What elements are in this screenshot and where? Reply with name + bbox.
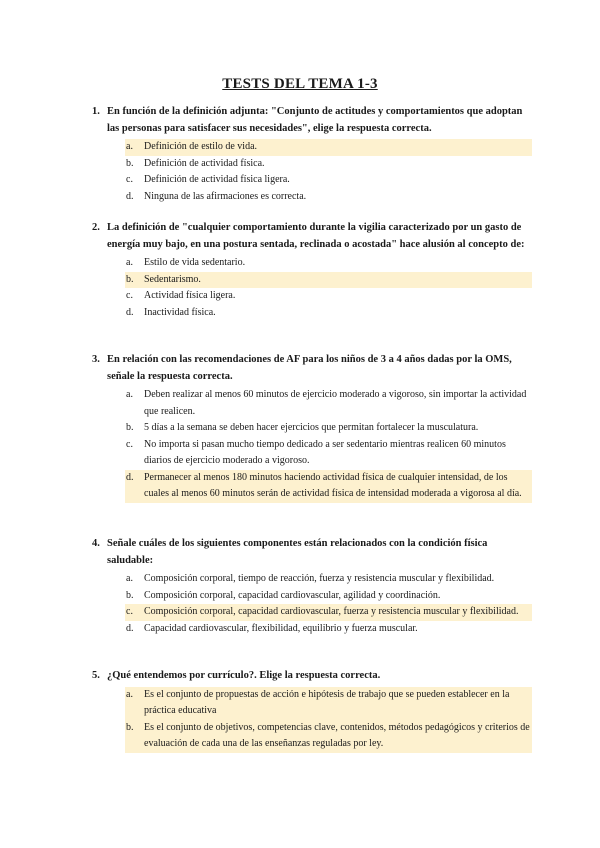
option-text: Ninguna de las afirmaciones es correcta. [144, 190, 307, 202]
option-c [92, 288, 532, 305]
option-text: Sedentarismo. [144, 272, 532, 289]
document-title: TESTS DEL TEMA 1-3 [222, 76, 378, 92]
option-d [92, 470, 532, 503]
question-text: En función de la definición adjunta: "Conjunto de actitudes y comportamientos que adoptan las personas para satisfacer sus necesidades", elige la respuesta correcta. [107, 106, 523, 134]
option-text: Definición de actividad física ligera. [144, 174, 290, 185]
option-list [92, 139, 532, 205]
option-b [92, 420, 532, 437]
option-text: Estilo de vida sedentario. [144, 257, 246, 268]
option-c [92, 604, 532, 621]
option-list [92, 687, 532, 753]
option-b [92, 272, 532, 289]
option-text: Actividad física ligera. [144, 290, 236, 301]
option-b [92, 720, 532, 753]
option-list [92, 571, 532, 637]
question-2 [92, 220, 532, 321]
option-c [92, 172, 532, 189]
option-letter: b. [126, 589, 134, 601]
option-letter: b. [126, 157, 134, 169]
option-a [92, 687, 532, 720]
option-letter: c. [126, 438, 133, 450]
option-text: Composición corporal, capacidad cardiovascular, agilidad y coordinación. [144, 589, 441, 601]
option-text: Deben realizar al menos 60 minutos de ejercicio moderado a vigoroso, sin importar la actividad que realicen. [144, 389, 527, 417]
option-d [92, 189, 532, 206]
option-text: No importa si pasan mucho tiempo dedicado a ser sedentario mientras realicen 60 minutos diarios de ejercicio moderado a vigoroso. [144, 438, 506, 466]
option-a [92, 139, 532, 156]
option-text: Composición corporal, tiempo de reacción, fuerza y resistencia muscular y flexibilidad. [144, 573, 495, 584]
option-letter: b. [126, 272, 138, 289]
option-text: Inactividad física. [144, 306, 216, 318]
option-list [92, 255, 532, 321]
question-number: 4. [92, 538, 100, 549]
option-d [92, 621, 532, 638]
option-c [92, 437, 532, 470]
option-letter: a. [126, 257, 133, 268]
option-a [92, 387, 532, 420]
option-text: Capacidad cardiovascular, flexibilidad, equilibrio y fuerza muscular. [144, 622, 418, 634]
option-a [92, 255, 532, 272]
option-letter: c. [126, 174, 133, 185]
question-1 [92, 104, 532, 205]
question-text: La definición de "cualquier comportamiento durante la vigilia caracterizado por un gasto de energía muy bajo, en una postura sentada, reclinada o acostada" hace alusión al concepto de: [107, 222, 525, 250]
option-letter: a. [126, 389, 133, 400]
option-text: Definición de actividad física. [144, 157, 265, 169]
option-b [92, 156, 532, 173]
question-5 [92, 668, 532, 753]
question-4 [92, 536, 532, 637]
question-3 [92, 352, 532, 503]
question-number: 1. [92, 106, 100, 117]
option-list [92, 387, 532, 503]
question-number: 2. [92, 222, 100, 233]
option-text: Es el conjunto de objetivos, competencias clave, contenidos, métodos pedagógicos y criterios de evaluación de cada una de las enseñanzas reguladas por ley. [144, 720, 532, 753]
option-letter: c. [126, 290, 133, 301]
option-letter: c. [126, 604, 138, 621]
option-letter: d. [126, 622, 134, 634]
option-letter: a. [126, 139, 138, 156]
option-a [92, 571, 532, 588]
question-text: En relación con las recomendaciones de AF para los niños de 3 a 4 años dadas por la OMS, señale la respuesta correcta. [107, 354, 512, 382]
question-number: 3. [92, 354, 100, 365]
question-number: 5. [92, 670, 100, 681]
option-text: Permanecer al menos 180 minutos haciendo actividad física de cualquier intensidad, de los cuales al menos 60 minutos serán de actividad física de intensidad moderada a vigorosa al día. [144, 470, 532, 503]
option-letter: d. [126, 190, 134, 202]
option-letter: b. [126, 422, 134, 433]
option-b [92, 588, 532, 605]
question-text: ¿Qué entendemos por currículo?. Elige la respuesta correcta. [107, 670, 381, 681]
option-letter: d. [126, 470, 138, 487]
option-text: 5 días a la semana se deben hacer ejercicios que permitan fortalecer la musculatura. [144, 422, 479, 433]
option-letter: b. [126, 720, 138, 737]
question-text: Señale cuáles de los siguientes componentes están relacionados con la condición física saludable: [107, 538, 488, 566]
option-letter: a. [126, 573, 133, 584]
option-text: Es el conjunto de propuestas de acción e hipótesis de trabajo que se pueden establecer en la práctica educativa [144, 687, 532, 720]
option-text: Composición corporal, capacidad cardiovascular, fuerza y resistencia muscular y flexibilidad. [144, 604, 532, 621]
option-d [92, 305, 532, 322]
option-letter: a. [126, 687, 138, 704]
option-letter: d. [126, 306, 134, 318]
option-text: Definición de estilo de vida. [144, 139, 532, 156]
